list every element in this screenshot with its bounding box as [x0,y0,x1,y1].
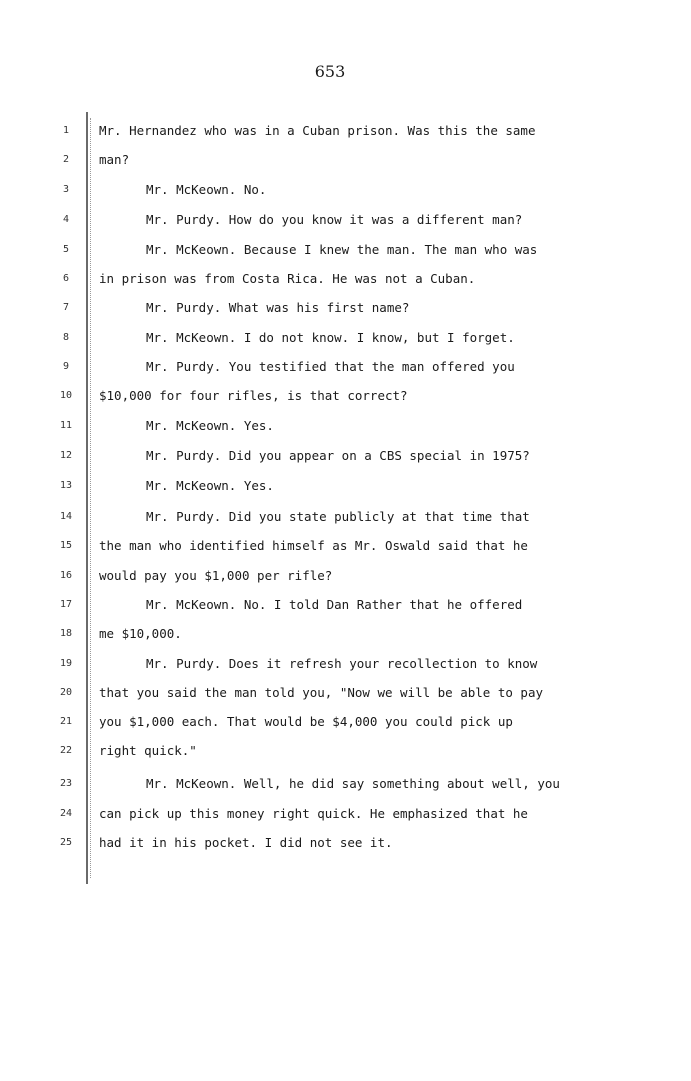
line-number: 7 [62,302,70,313]
line-number: 10 [59,390,73,401]
line-text: Mr. Hernandez who was in a Cuban prison. Was this the same [99,123,536,138]
line-text: Mr. Purdy. You testified that the man offered you [146,359,515,374]
line-number: 17 [59,599,73,610]
line-number: 13 [59,480,73,491]
line-text: would pay you $1,000 per rifle? [99,568,333,583]
line-text: Mr. Purdy. Did you appear on a CBS special in 1975? [146,448,530,463]
transcript-line [0,386,640,406]
transcript-line [0,774,640,794]
transcript-line [0,269,640,289]
line-text: you $1,000 each. That would be $4,000 you could pick up [99,714,513,729]
line-text: in prison was from Costa Rica. He was not a Cuban. [99,271,476,286]
line-text: Mr. McKeown. Because I knew the man. The man who was [146,242,538,257]
line-number: 24 [59,808,73,819]
transcript-line [0,833,640,853]
transcript-line [0,683,640,703]
transcript-line [0,121,640,141]
line-text: $10,000 for four rifles, is that correct? [99,388,408,403]
line-text: right quick." [99,743,197,758]
line-number: 2 [62,154,70,165]
transcript-line [0,328,640,348]
page-number: 653 [314,62,346,81]
transcript-line [0,804,640,824]
line-number: 6 [62,273,70,284]
line-number: 9 [62,361,70,372]
transcript-line [0,624,640,644]
line-number: 4 [62,214,70,225]
transcript-line [0,654,640,674]
line-text: Mr. Purdy. Does it refresh your recollection to know [146,656,538,671]
transcript-line [0,180,640,200]
line-text: Mr. McKeown. No. [146,182,267,197]
line-number: 12 [59,450,73,461]
line-number: 22 [59,745,73,756]
line-number: 20 [59,687,73,698]
line-text: had it in his pocket. I did not see it. [99,835,393,850]
transcript-line [0,595,640,615]
line-number: 3 [62,184,70,195]
line-number: 1 [62,125,70,136]
transcript-line [0,150,640,170]
line-text: the man who identified himself as Mr. Oswald said that he [99,538,528,553]
line-text: Mr. Purdy. Did you state publicly at that time that [146,509,530,524]
line-number: 16 [59,570,73,581]
transcript-line [0,416,640,436]
line-text: man? [99,152,130,167]
transcript-line [0,298,640,318]
line-text: Mr. Purdy. What was his first name? [146,300,410,315]
line-number: 19 [59,658,73,669]
line-number: 8 [62,332,70,343]
margin-rule-inner [90,118,91,878]
line-number: 21 [59,716,73,727]
transcript-line [0,210,640,230]
line-text: Mr. McKeown. Well, he did say something about well, you [146,776,560,791]
transcript-line [0,536,640,556]
transcript-line [0,240,640,260]
line-number: 15 [59,540,73,551]
transcript-line [0,712,640,732]
transcript-line [0,476,640,496]
transcript-line [0,741,640,761]
transcript-line [0,357,640,377]
line-number: 25 [59,837,73,848]
line-text: Mr. McKeown. Yes. [146,478,274,493]
transcript-line [0,507,640,527]
line-text: Mr. McKeown. I do not know. I know, but I forget. [146,330,515,345]
line-number: 11 [59,420,73,431]
line-text: that you said the man told you, "Now we will be able to pay [99,685,544,700]
line-text: me $10,000. [99,626,182,641]
line-text: Mr. McKeown. Yes. [146,418,274,433]
line-number: 23 [59,778,73,789]
line-text: can pick up this money right quick. He emphasized that he [99,806,528,821]
transcript-line [0,566,640,586]
line-text: Mr. McKeown. No. I told Dan Rather that he offered [146,597,523,612]
line-number: 18 [59,628,73,639]
line-number: 14 [59,511,73,522]
line-number: 5 [62,244,70,255]
transcript-line [0,446,640,466]
line-text: Mr. Purdy. How do you know it was a different man? [146,212,523,227]
